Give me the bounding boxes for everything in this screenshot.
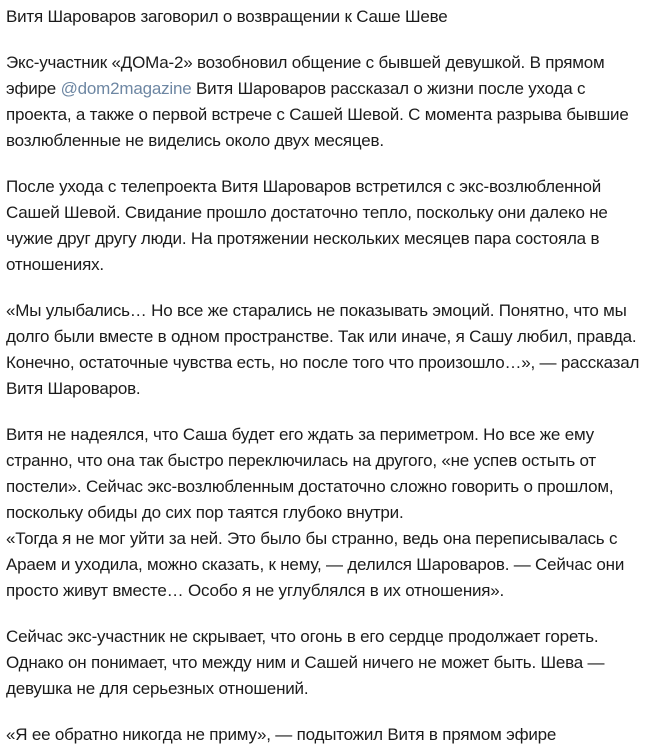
paragraph-no-hope: Витя не надеялся, что Саша будет его ждать за периметром. Но все же ему странно, что она так быстро переключилась на другого, «не успев остыть от постели». Сейчас экс-возлюбленным достаточно сложно говорить о прошлом, поскольку обиды до сих пор таятся глубоко внутри. <box>6 425 614 522</box>
paragraph-quote-smiles: «Мы улыбались… Но все же старались не показывать эмоций. Понятно, что мы долго были вместе в одном пространстве. Так или иначе, я Сашу любил, правда. Конечно, остаточные чувства есть, но после того что произошло…», — рассказал Витя Шароваров. <box>6 301 640 398</box>
paragraph-fire-in-heart: Сейчас экс-участник не скрывает, что огонь в его сердце продолжает гореть. Однако он понимает, что между ним и Сашей ничего не может быть. Шева — девушка не для серьезных отношений. <box>6 627 605 698</box>
mention-link-dom2magazine[interactable]: @dom2magazine <box>60 79 192 98</box>
paragraph-final-quote: «Я ее обратно никогда не приму», — подытожил Витя в прямом эфире <box>6 725 557 744</box>
paragraph-intro-text-after-link: Витя Шароваров рассказал о жизни после ухода с проекта, а также о первой встрече с Сашей Шевой. С момента разрыва бывшие возлюбленные не виделись около двух месяцев. <box>6 79 629 150</box>
paragraph-quote-araj: «Тогда я не мог уйти за ней. Это было бы странно, ведь она переписывалась с Араем и уходила, можно сказать, к нему, — делился Шароваров. — Сейчас они просто живут вместе… Особо я не углублялся в их отношения». <box>6 529 625 600</box>
paragraph-intro <box>6 50 646 154</box>
article-title: Витя Шароваров заговорил о возвращении к Саше Шеве <box>6 7 448 26</box>
paragraph-meeting: После ухода с телепроекта Витя Шароваров встретился с экс-возлюбленной Сашей Шевой. Свидание прошло достаточно тепло, поскольку они далеко не чужие друг другу люди. На протяжении нескольких месяцев пара состояла в отношениях. <box>6 177 608 274</box>
paragraph-intro-text-before-link: Экс-участник «ДОМа-2» возобновил общение с бывшей девушкой. В прямом эфире <box>6 53 605 98</box>
